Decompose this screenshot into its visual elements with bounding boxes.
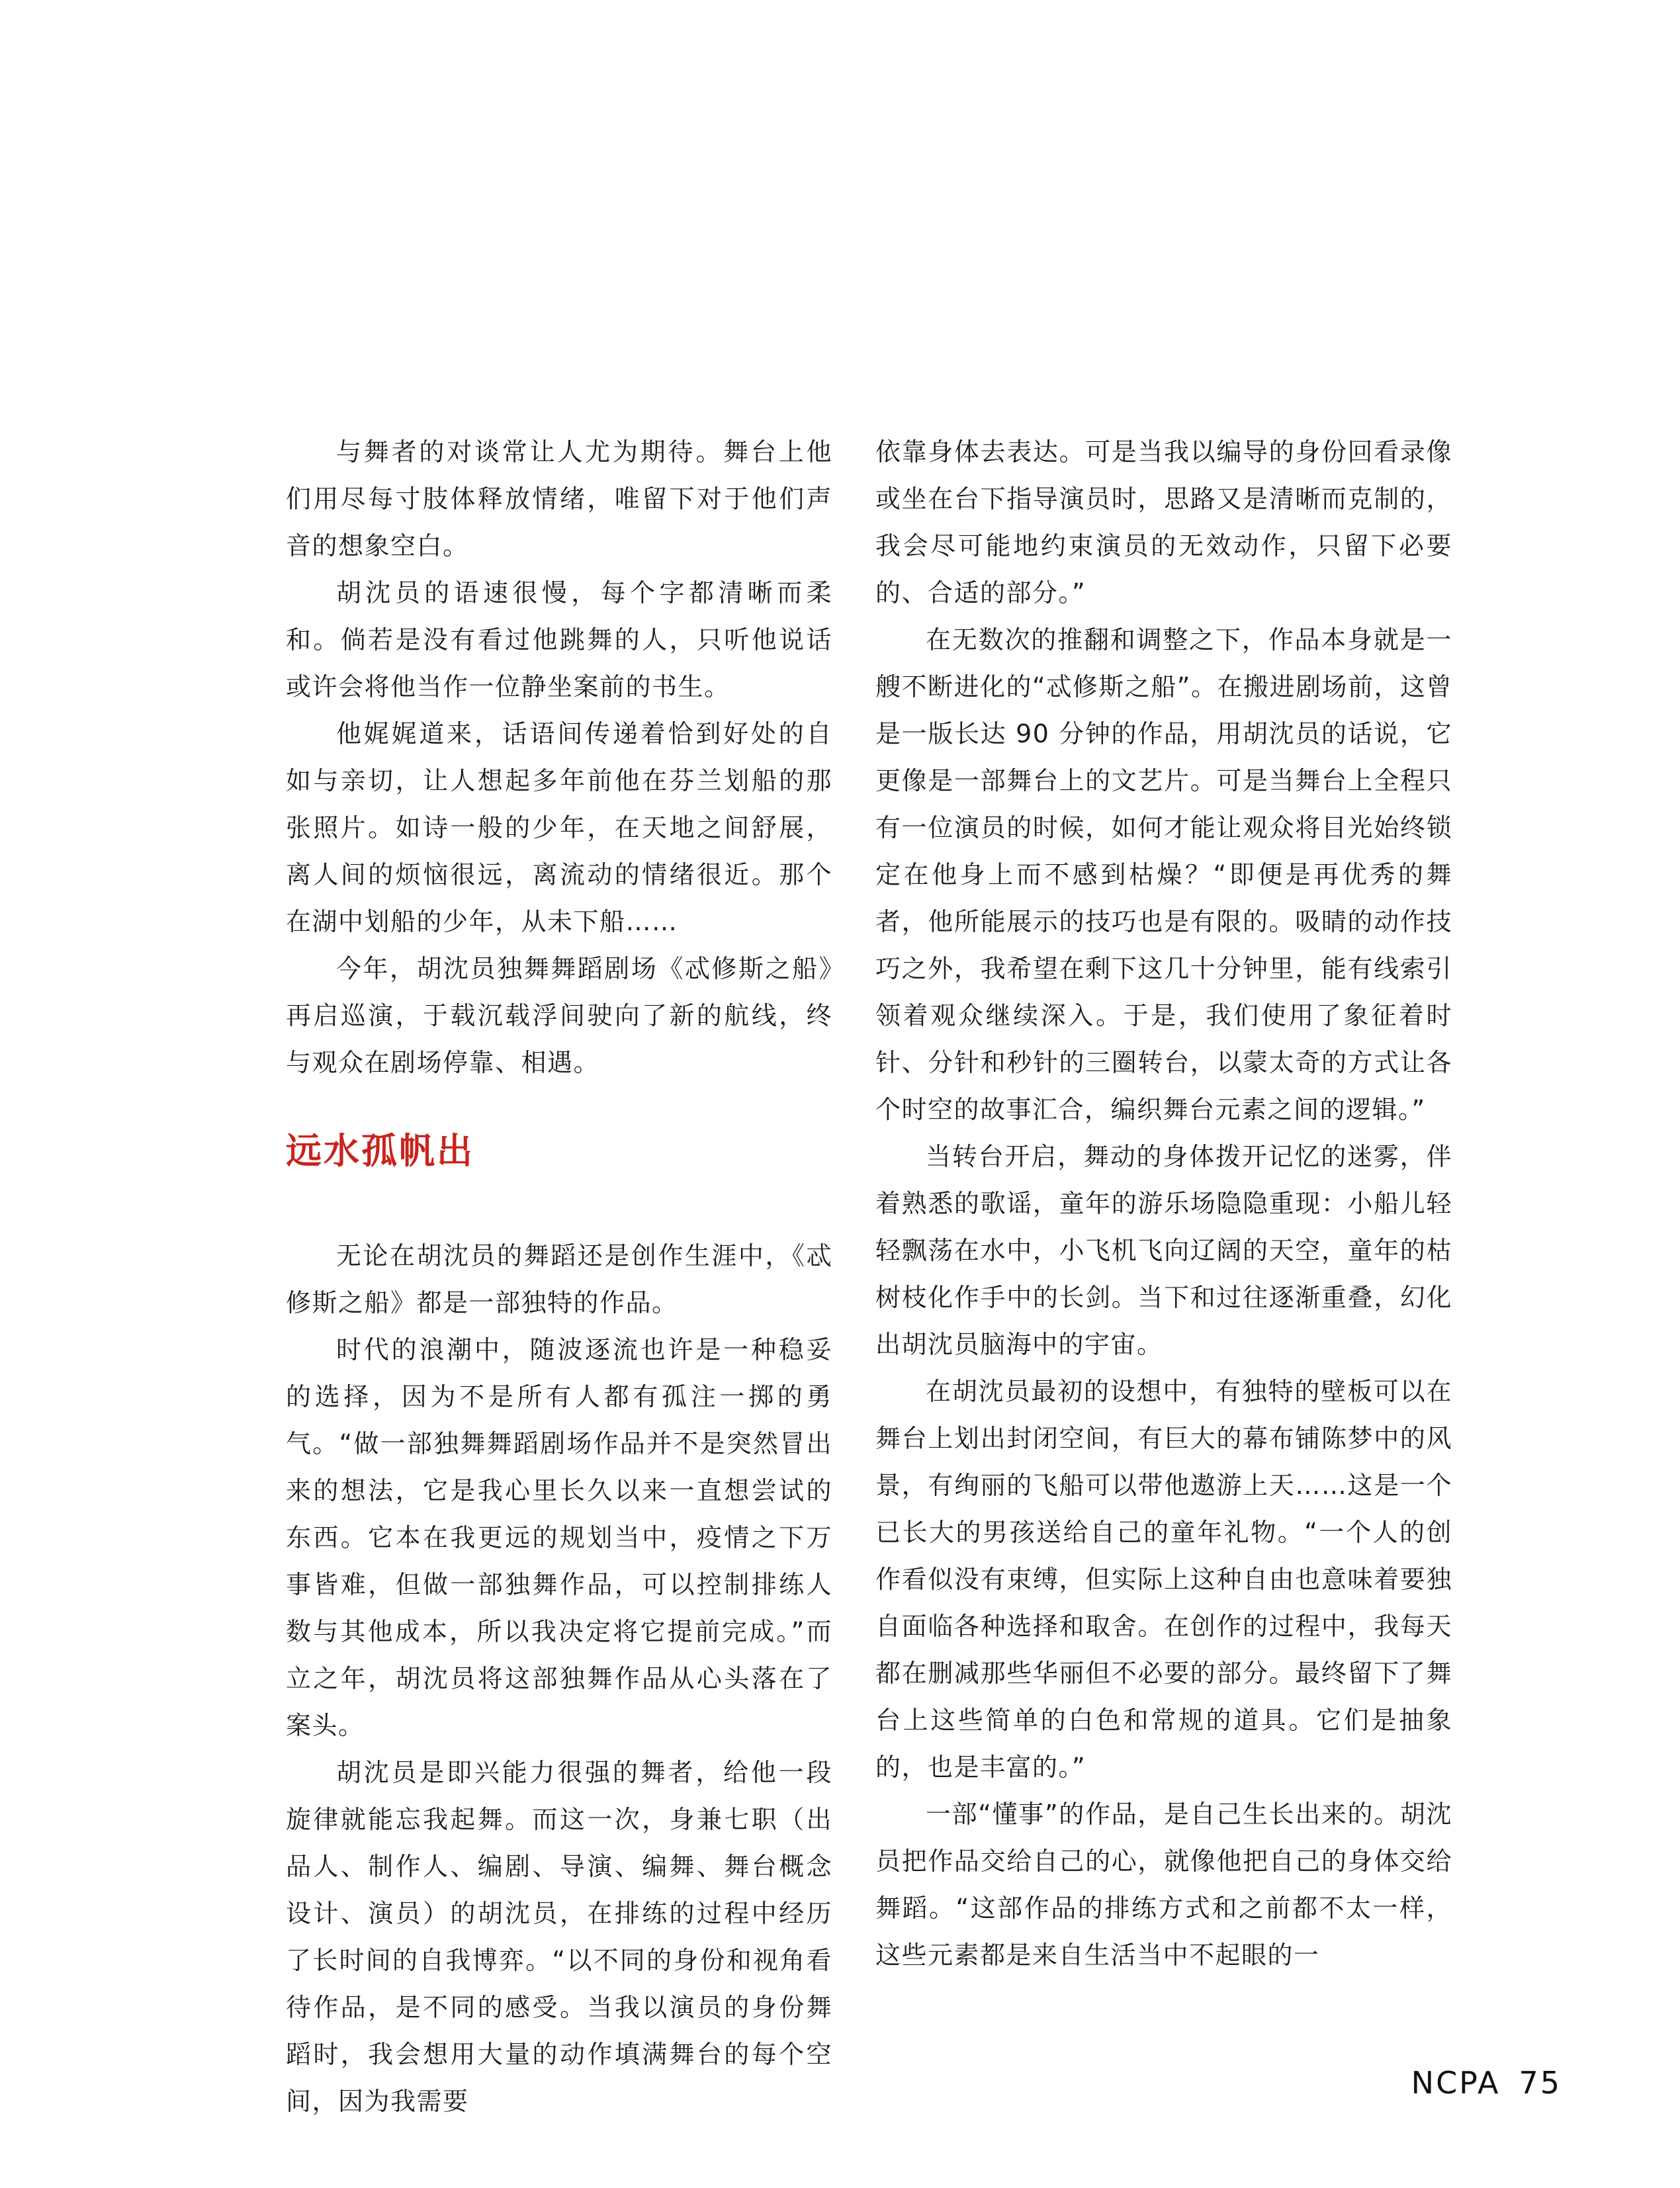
section-heading: 远水孤帆出 xyxy=(286,1130,474,1172)
paragraph: 无论在胡沈员的舞蹈还是创作生涯中，《忒修斯之船》都是一部独特的作品。 xyxy=(286,1241,832,1317)
article-right-column xyxy=(875,429,1452,1979)
paragraph: 与舞者的对谈常让人尤为期待。舞台上他们用尽每寸肢体释放情绪，唯留下对于他们声音的想象空白。 xyxy=(286,437,832,560)
paragraph: 胡沈员是即兴能力很强的舞者，给他一段旋律就能忘我起舞。而这一次，身兼七职（出品人、制作人、编剧、导演、编舞、舞台概念设计、演员）的胡沈员，在排练的过程中经历了长时间的自我博弈。“以不同的身份和视角看待作品，是不同的感受。当我以演员的身份舞蹈时，我会想用大量的动作填满舞台的每个空间，因为我需要 xyxy=(286,1758,832,2116)
page-footer xyxy=(1411,2065,1562,2101)
paragraph: 当转台开启，舞动的身体拨开记忆的迷雾，伴着熟悉的歌谣，童年的游乐场隐隐重现：小船儿轻轻飘荡在水中，小飞机飞向辽阔的天空，童年的枯树枝化作手中的长剑。当下和过往逐渐重叠，幻化出胡沈员脑海中的宇宙。 xyxy=(875,1142,1452,1359)
paragraph: 时代的浪潮中，随波逐流也许是一种稳妥的选择，因为不是所有人都有孤注一掷的勇气。“做一部独舞舞蹈剧场作品并不是突然冒出来的想法，它是我心里长久以来一直想尝试的东西。它本在我更远的规划当中，疫情之下万事皆难，但做一部独舞作品，可以控制排练人数与其他成本，所以我决定将它提前完成。”而立之年，胡沈员将这部独舞作品从心头落在了案头。 xyxy=(286,1335,832,1740)
footer-page-number: 75 xyxy=(1519,2065,1562,2101)
paragraph: 胡沈员的语速很慢，每个字都清晰而柔和。倘若是没有看过他跳舞的人，只听他说话或许会将他当作一位静坐案前的书生。 xyxy=(286,578,832,701)
article-left-column xyxy=(286,429,832,2125)
paragraph: 今年，胡沈员独舞舞蹈剧场《忒修斯之船》再启巡演，于载沉载浮间驶向了新的航线，终与观众在剧场停靠、相遇。 xyxy=(286,954,832,1077)
paragraph: 在无数次的推翻和调整之下，作品本身就是一艘不断进化的“忒修斯之船”。在搬进剧场前，这曾是一版长达 90 分钟的作品，用胡沈员的话说，它更像是一部舞台上的文艺片。可是当舞台上全程只有一位演员的时候，如何才能让观众将目光始终锁定在他身上而不感到枯燥？“即便是再优秀的舞者，他所能展示的技巧也是有限的。吸睛的动作技巧之外，我希望在剩下这几十分钟里，能有线索引领着观众继续深入。于是，我们使用了象征着时针、分针和秒针的三圈转台，以蒙太奇的方式让各个时空的故事汇合，编织舞台元素之间的逻辑。” xyxy=(875,625,1452,1124)
footer-brand: NCPA xyxy=(1411,2065,1501,2101)
paragraph: 依靠身体去表达。可是当我以编导的身份回看录像或坐在台下指导演员时，思路又是清晰而克制的，我会尽可能地约束演员的无效动作，只留下必要的、合适的部分。” xyxy=(875,437,1452,607)
paragraph: 他娓娓道来，话语间传递着恰到好处的自如与亲切，让人想起多年前他在芬兰划船的那张照片。如诗一般的少年，在天地之间舒展，离人间的烦恼很远，离流动的情绪很近。那个在湖中划船的少年，从未下船…… xyxy=(286,719,832,936)
paragraph: 一部“懂事”的作品，是自己生长出来的。胡沈员把作品交给自己的心，就像他把自己的身体交给舞蹈。“这部作品的排练方式和之前都不太一样，这些元素都是来自生活当中不起眼的一 xyxy=(875,1800,1452,1970)
paragraph: 在胡沈员最初的设想中，有独特的壁板可以在舞台上划出封闭空间，有巨大的幕布铺陈梦中的风景，有绚丽的飞船可以带他遨游上天……这是一个已长大的男孩送给自己的童年礼物。“一个人的创作看似没有束缚，但实际上这种自由也意味着要独自面临各种选择和取舍。在创作的过程中，我每天都在删减那些华丽但不必要的部分。最终留下了舞台上这些简单的白色和常规的道具。它们是抽象的，也是丰富的。” xyxy=(875,1377,1452,1782)
